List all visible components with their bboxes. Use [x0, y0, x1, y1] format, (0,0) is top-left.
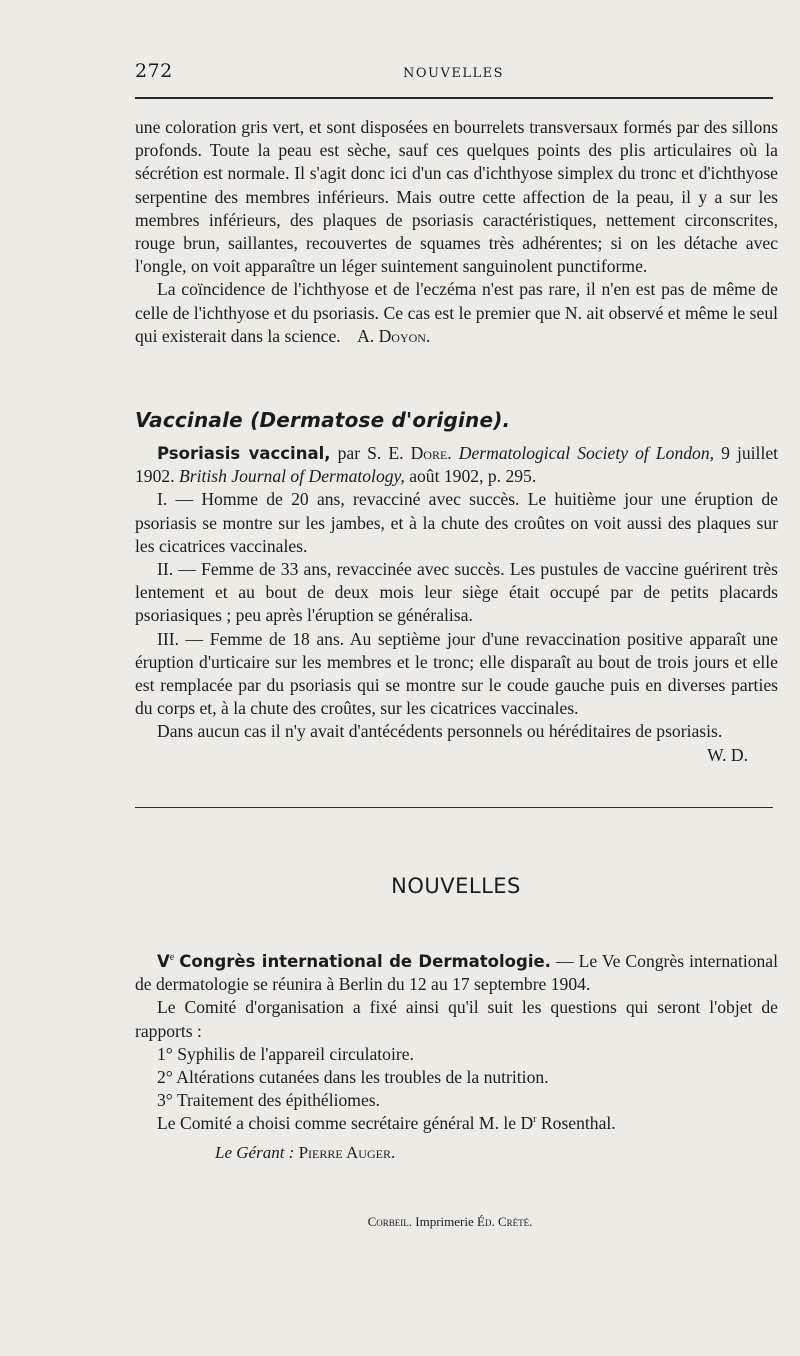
congress-text: — Le Ve Congrès international de dermatologie se réunira à Berlin du 12 au 17 septembre 1904. [135, 951, 779, 995]
imprint [0, 1214, 800, 1230]
ref-rest: août 1902, p. 295. [409, 466, 537, 487]
ref-by: par S. E. [337, 443, 404, 463]
nouvelles-block [135, 950, 778, 1136]
case-2: II. — Femme de 33 ans, revaccinée avec succès. Les pustules de vaccine guérirent très lentement et au bout de deux mois leur siège était occupé par de petits placards psoriasiques ; peu après l'éruption se généralisa. [135, 559, 778, 626]
paragraph-1: une coloration gris vert, et sont disposées en bourrelets transversaux formés par des sillons profonds. Toute la peau est sèche, sauf ces quelques points des plis articulaires où la sécrétion est normale. Il s'agit donc ici d'un cas d'ichthyose simplex du tronc et d'ichthyose serpentine des membres inférieurs. Mais outre cette affection de la peau, il y a sur les membres inférieurs, des plaques de psoriasis caractéristiques, nettement circonscrites, rouge brun, saillantes, recouvertes de squames très adhérentes; si on les détache avec l'ongle, on voit apparaître un léger suintement sanguinolent punctiforme. [135, 117, 778, 277]
imprint-text: Imprimerie [415, 1214, 474, 1229]
paragraph-2-text: La coïncidence de l'ichthyose et de l'eczéma n'est pas rare, il n'en est pas de même de celle de l'ichthyose et du psoriasis. Ce cas est le premier que N. ait observé et même le seul qui existerait dans la science. [135, 279, 778, 346]
conclusion [135, 720, 778, 765]
secretary-sup: r [533, 1114, 537, 1126]
conclusion-text: Dans aucun cas il n'y avait d'antécédents personnels ou héréditaires de psoriasis. [157, 721, 723, 742]
imprint-city: Corbeil. [367, 1214, 413, 1229]
congress-sup: e [169, 952, 175, 964]
running-head: NOUVELLES [403, 66, 505, 81]
vaccinale-block [135, 442, 778, 767]
nouvelles-title: NOUVELLES [391, 874, 521, 898]
header-rule [135, 97, 773, 99]
signature-label: Le Gérant : [215, 1143, 295, 1162]
topic-2: 2° Altérations cutanées dans les troubles de la nutrition. [157, 1067, 549, 1088]
ref-title: Psoriasis vaccinal, [157, 444, 331, 463]
secretary-pre: Le Comité a choisi comme secrétaire général M. le D [157, 1113, 534, 1134]
top-block [135, 116, 778, 348]
topic-1: 1° Syphilis de l'appareil circulatoire. [157, 1043, 414, 1064]
paragraph-2-author: A. Doyon. [357, 325, 431, 346]
ref-author: Dore. [410, 443, 452, 463]
topic-3: 3° Traitement des épithéliomes. [157, 1090, 381, 1111]
page-number: 272 [135, 60, 173, 82]
case-1: I. — Homme de 20 ans, revacciné avec succès. Le huitième jour une éruption de psoriasis se montre sur les jambes, et à la chute des croûtes on voit aussi des plaques sur les cicatrices vaccinales. [135, 489, 778, 556]
page-header [135, 60, 775, 90]
congress-roman: V [157, 952, 170, 971]
secretary-paragraph [135, 1112, 778, 1135]
paragraph-2 [135, 278, 778, 348]
signature [215, 1143, 395, 1163]
conclusion-author: W. D. [707, 744, 748, 765]
section-heading-vaccinale: Vaccinale (Dermatose d'origine). [135, 408, 511, 432]
case-3: III. — Femme de 18 ans. Au septième jour d'une revaccination positive apparaît une éruption d'urticaire sur les membres et le tronc; elle disparaît au bout de trois jours et elle est remplacée par du psoriasis qui se montre sur le coude gauche puis en diverses parties du corps et, à la chute des croûtes, sur les cicatrices vaccinales. [135, 628, 778, 719]
signature-name: Pierre Auger. [298, 1143, 396, 1162]
ref-society: Dermatological Society of London, [458, 443, 715, 463]
ref-journal: British Journal of Dermatology, [179, 466, 405, 487]
congress-title: Congrès international de Dermatologie. [179, 952, 551, 971]
congress-paragraph [135, 950, 778, 996]
ref-date: 9 juillet 1902. [135, 443, 779, 487]
secretary-post: Rosenthal. [536, 1113, 616, 1134]
imprint-printer: Éd. Crété. [477, 1214, 533, 1229]
reference [135, 442, 778, 488]
section-rule [135, 807, 773, 808]
committee-paragraph: Le Comité d'organisation a fixé ainsi qu'il suit les questions qui seront l'objet de rapports : [135, 997, 778, 1041]
